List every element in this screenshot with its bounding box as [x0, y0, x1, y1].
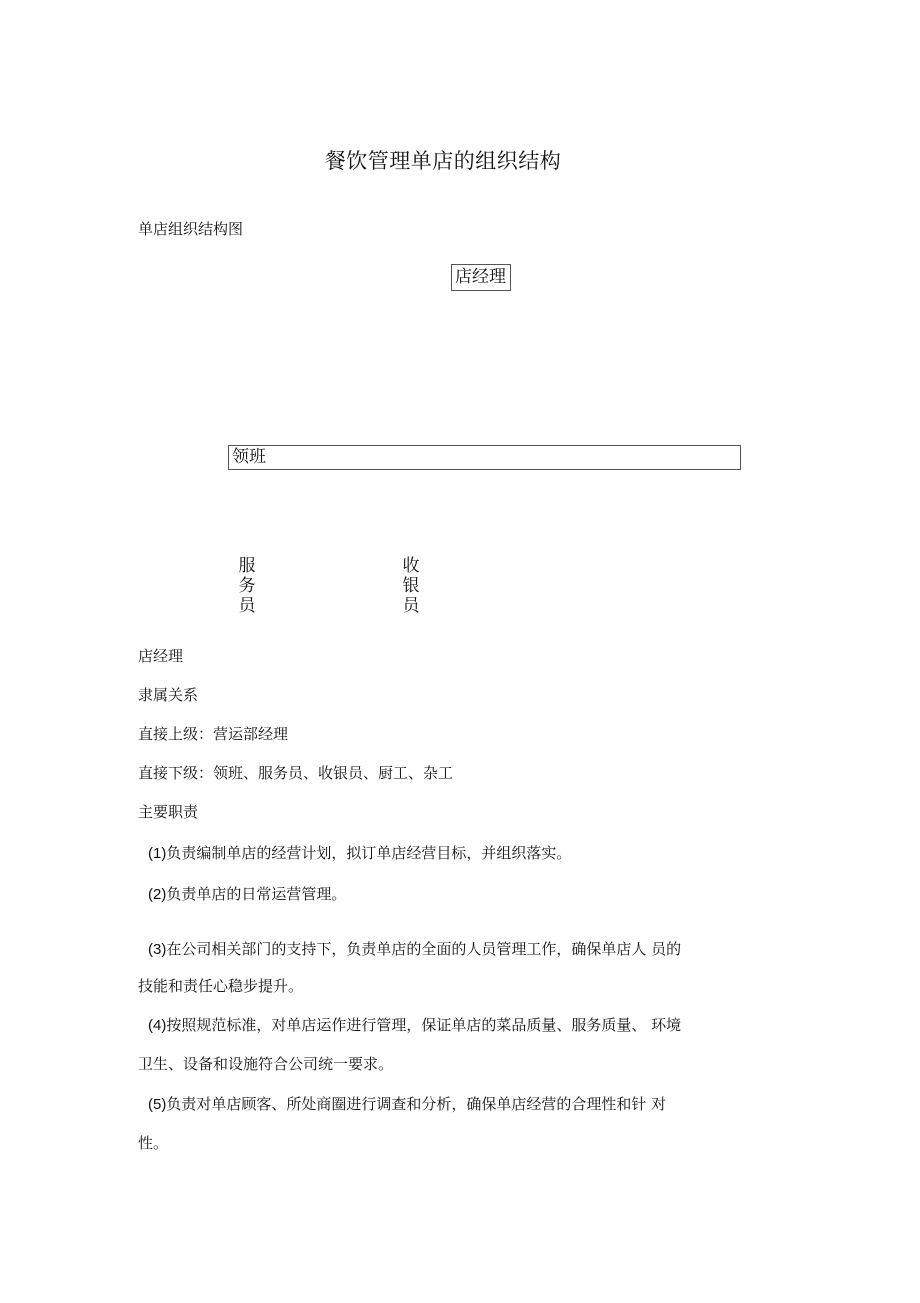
duty-item-5-line2: 性。 — [138, 1134, 169, 1152]
duty-number: (2) — [148, 886, 167, 903]
duty-number: (5) — [148, 1096, 167, 1113]
duty-item-5-line1: (5)负责对单店顾客、所处商圈进行调查和分析，确保单店经营的合理性和针 对 — [148, 1095, 667, 1113]
section-heading: 店经理 — [138, 647, 184, 665]
duty-item-4-line2: 卫生、设备和设施符合公司统一要求。 — [138, 1055, 394, 1073]
org-node-team-lead: 领班 — [228, 445, 741, 470]
duty-item-4-line1: (4)按照规范标准，对单店运作进行管理，保证单店的菜品质量、服务质量、 环境 — [148, 1016, 682, 1034]
org-node-store-manager: 店经理 — [451, 264, 511, 291]
duty-item-3-line1: (3)在公司相关部门的支持下，负责单店的全面的人员管理工作，确保单店人 员的 — [148, 940, 682, 958]
relation-heading: 隶属关系 — [138, 686, 199, 704]
duties-heading: 主要职责 — [138, 803, 199, 821]
duty-number: (1) — [148, 845, 167, 862]
duty-item-1-line1: (1)负责编制单店的经营计划，拟订单店经营目标，并组织落实。 — [148, 844, 572, 862]
duty-number: (3) — [148, 941, 167, 958]
org-node-waiter: 服务员 — [238, 556, 256, 616]
page-title: 餐饮管理单店的组织结构 — [324, 149, 562, 173]
direct-superior: 直接上级：营运部经理 — [138, 725, 289, 743]
duty-item-3-line2: 技能和责任心稳步提升。 — [138, 977, 304, 995]
org-node-cashier: 收银员 — [402, 556, 420, 616]
direct-subordinates: 直接下级：领班、服务员、收银员、厨工、杂工 — [138, 764, 454, 782]
duty-item-2-line1: (2)负责单店的日常运营管理。 — [148, 885, 347, 903]
org-chart-caption: 单店组织结构图 — [138, 220, 244, 238]
duty-number: (4) — [148, 1017, 167, 1034]
